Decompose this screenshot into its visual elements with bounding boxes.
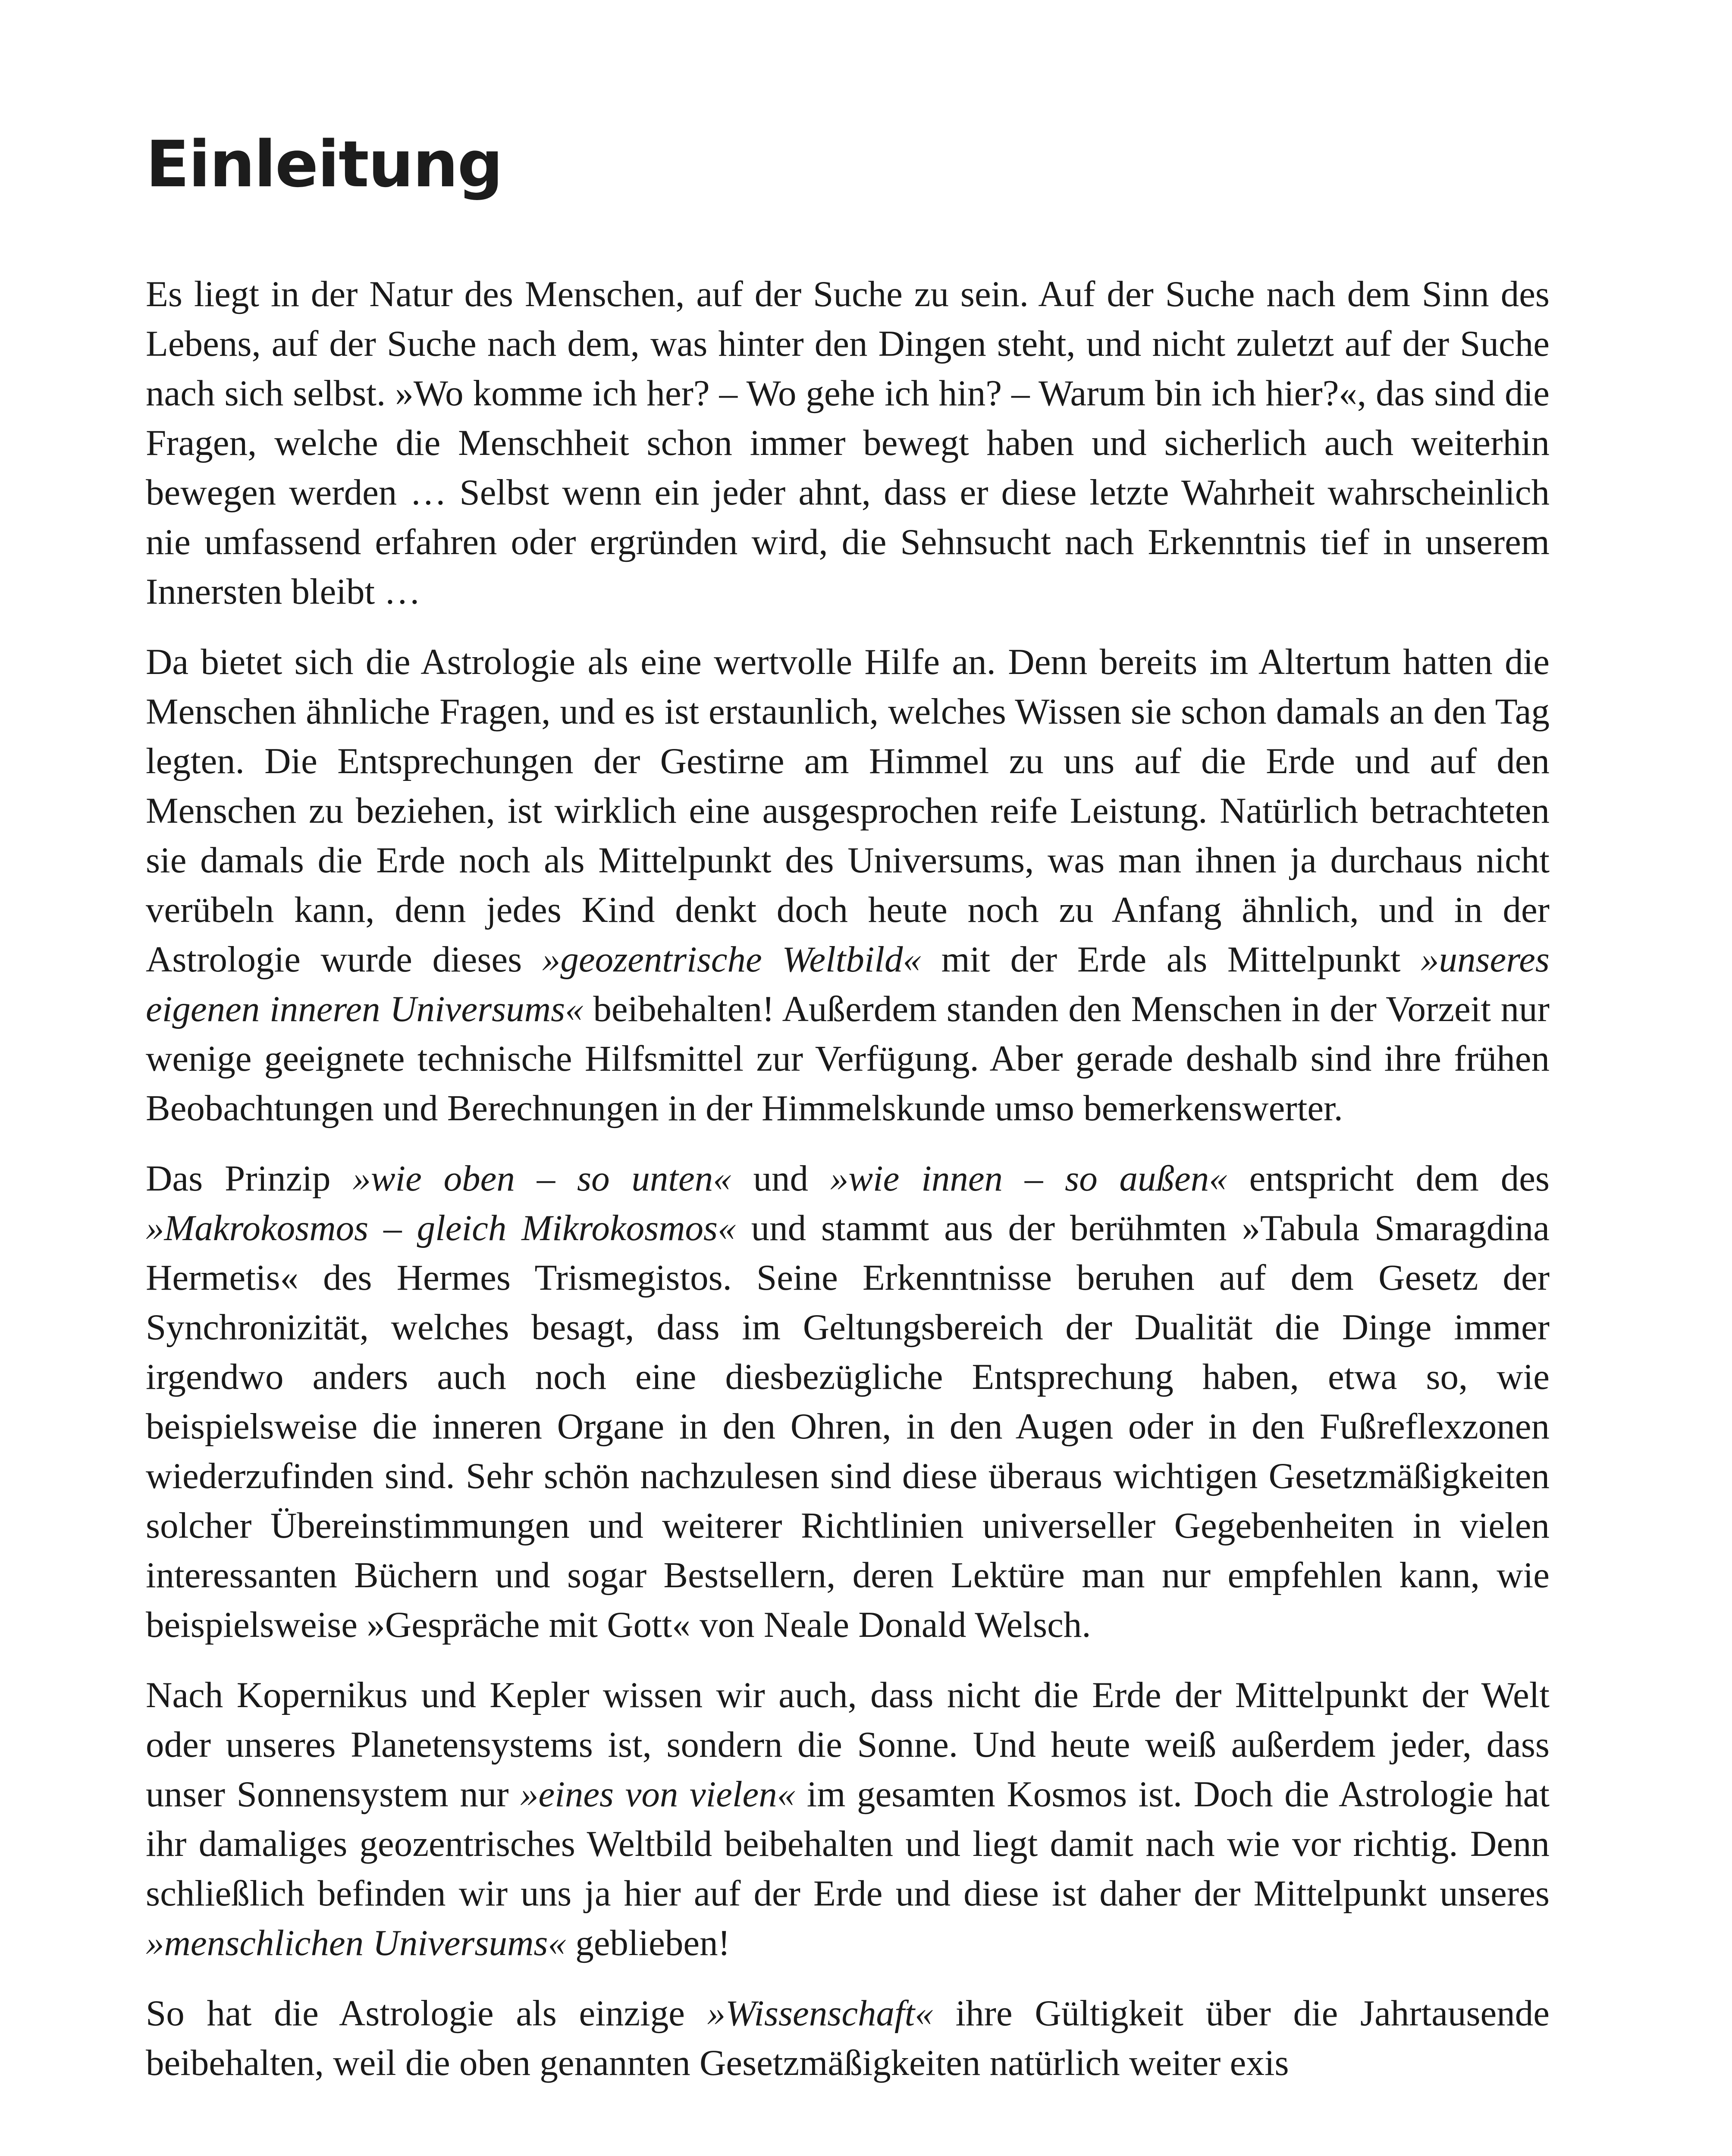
text-run: geblieben!	[566, 1923, 730, 1963]
paragraph	[146, 1154, 1550, 1650]
italic-text-run: »Makrokosmos – gleich Mikrokosmos«	[146, 1208, 736, 1248]
italic-text-run: »geozentrische Weltbild«	[542, 939, 922, 980]
paragraph	[146, 270, 1550, 617]
paragraph	[146, 637, 1550, 1133]
paragraph	[146, 1989, 1550, 2088]
text-run: Es liegt in der Natur des Menschen, auf der Suche zu sein. Auf der Suche nach dem Sinn des Lebens, auf der Suche nach dem, was hinter den Dingen steht, und nicht zuletzt auf der Suche nach sich selbst. »Wo komme ich her? – Wo gehe ich hin? – Warum bin ich hier?«, das sind die Fragen, welche die Menschheit schon immer bewegt haben und sicherlich auch weiterhin bewegen werden … Selbst wenn ein jeder ahnt, dass er diese letzte Wahrheit wahrscheinlich nie umfassend erfahren oder ergründen wird, die Sehnsucht nach Erkenntnis tief in unserem Innersten bleibt …	[146, 274, 1550, 612]
text-run: Nach Kopernikus und Kepler wissen wir auch, dass nicht die Erde der Mittelpunkt der Welt oder unseres Planetensystems ist, sondern die Sonne. Und heute weiß außerdem jeder, dass unser Sonnensystem nur	[146, 1675, 1550, 1814]
italic-text-run: »wie innen – so außen«	[830, 1158, 1227, 1199]
italic-text-run: »eines von vielen«	[520, 1774, 796, 1814]
text-run: entspricht dem des	[1227, 1158, 1550, 1199]
text-run: ihre Gültigkeit über die Jahrtausende beibehalten, weil die oben genannten Gesetzmäßigkeiten natürlich weiter exis	[146, 1993, 1550, 2083]
chapter-title: Einleitung	[146, 127, 502, 201]
text-run: Das Prinzip	[146, 1158, 353, 1199]
italic-text-run: »menschlichen Universums«	[146, 1923, 566, 1963]
italic-text-run: »unseres eigenen inneren Universums«	[146, 939, 1550, 1029]
text-run: So hat die Astrologie als einzige	[146, 1993, 707, 2034]
italic-text-run: »wie oben – so unten«	[352, 1158, 731, 1199]
body-text	[146, 270, 1550, 2109]
text-run: und	[731, 1158, 830, 1199]
text-run: beibehalten! Außerdem standen den Menschen in der Vorzeit nur wenige geeignete technische Hilfsmittel zur Verfügung. Aber gerade deshalb sind ihre frühen Beobachtungen und Berechnungen in der Himmelskunde umso bemerkenswerter.	[146, 989, 1550, 1128]
paragraph	[146, 1670, 1550, 1968]
text-run: Da bietet sich die Astrologie als eine wertvolle Hilfe an. Denn bereits im Altertum hatten die Menschen ähnliche Fragen, und es ist erstaunlich, welches Wissen sie schon damals an den Tag legten. Die Entsprechungen der Gestirne am Himmel zu uns auf die Erde und auf den Menschen zu beziehen, ist wirklich eine ausgesprochen reife Leistung. Natürlich betrachteten sie damals die Erde noch als Mittelpunkt des Universums, was man ihnen ja durchaus nicht verübeln kann, denn jedes Kind denkt doch heute noch zu Anfang ähnlich, und in der Astrologie wurde dieses	[146, 642, 1550, 980]
italic-text-run: »Wissenschaft«	[707, 1993, 933, 2034]
text-run: und stammt aus der berühmten »Tabula Smaragdina Hermetis« des Hermes Trismegistos. Seine Erkenntnisse beruhen auf dem Gesetz der Synchronizität, welches besagt, dass im Geltungsbereich der Dualität die Dinge immer irgendwo anders auch noch eine diesbezügliche Entsprechung haben, etwa so, wie beispielsweise die inneren Organe in den Ohren, in den Augen oder in den Fußreflexzonen wiederzufinden sind. Sehr schön nachzulesen sind diese überaus wichtigen Gesetzmäßigkeiten solcher Übereinstimmungen und weiterer Richtlinien universeller Gegebenheiten in vielen interessanten Büchern und sogar Bestsellern, deren Lektüre man nur empfehlen kann, wie beispielsweise »Gespräche mit Gott« von Neale Donald Welsch.	[146, 1208, 1550, 1645]
text-run: im gesamten Kosmos ist. Doch die Astrologie hat ihr damaliges geozentrisches Weltbild beibehalten und liegt damit nach wie vor richtig. Denn schließlich befinden wir uns ja hier auf der Erde und diese ist daher der Mittelpunkt unseres	[146, 1774, 1550, 1914]
text-run: mit der Erde als Mittelpunkt	[921, 939, 1421, 980]
